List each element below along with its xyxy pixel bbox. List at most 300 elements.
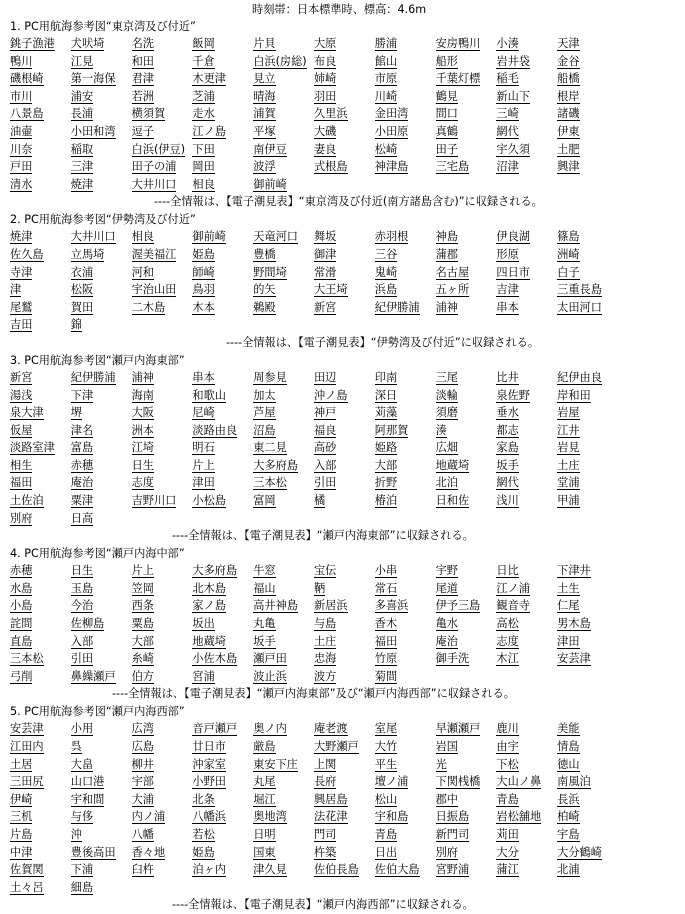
port-link[interactable] [496, 369, 557, 387]
port-link[interactable] [192, 808, 253, 826]
port-link[interactable] [496, 861, 557, 879]
port-link[interactable] [496, 615, 557, 633]
port-link[interactable] [375, 861, 436, 879]
port-link[interactable] [496, 387, 557, 405]
port-link[interactable] [71, 88, 132, 106]
port-link[interactable] [375, 281, 436, 299]
port-link[interactable] [10, 439, 71, 457]
port-link[interactable] [253, 141, 314, 159]
port-link[interactable] [132, 228, 193, 246]
port-link[interactable] [496, 756, 557, 774]
port-link[interactable] [557, 141, 618, 159]
port-link[interactable] [10, 738, 71, 756]
port-link[interactable] [253, 387, 314, 405]
port-link[interactable] [557, 720, 618, 738]
port-link[interactable] [375, 141, 436, 159]
port-link[interactable] [71, 791, 132, 809]
port-link[interactable] [132, 808, 193, 826]
port-link[interactable] [71, 123, 132, 141]
port-link[interactable] [10, 264, 71, 282]
port-link[interactable] [314, 861, 375, 879]
port-link[interactable] [253, 791, 314, 809]
port-link[interactable] [71, 35, 132, 53]
port-link[interactable] [253, 861, 314, 879]
port-link[interactable] [496, 738, 557, 756]
port-link[interactable] [253, 35, 314, 53]
port-link[interactable] [192, 826, 253, 844]
port-link[interactable] [71, 176, 132, 194]
port-link[interactable] [496, 633, 557, 651]
port-link[interactable] [436, 281, 497, 299]
port-link[interactable] [253, 281, 314, 299]
port-link[interactable] [10, 791, 71, 809]
port-link[interactable] [253, 158, 314, 176]
port-link[interactable] [314, 597, 375, 615]
port-link[interactable] [192, 53, 253, 71]
port-link[interactable] [314, 369, 375, 387]
port-link[interactable] [375, 422, 436, 440]
port-link[interactable] [314, 422, 375, 440]
port-link[interactable] [375, 369, 436, 387]
port-link[interactable] [314, 387, 375, 405]
port-link[interactable] [192, 633, 253, 651]
port-link[interactable] [10, 879, 71, 897]
port-link[interactable] [314, 228, 375, 246]
port-link[interactable] [436, 141, 497, 159]
port-link[interactable] [375, 844, 436, 862]
port-link[interactable] [375, 668, 436, 686]
port-link[interactable] [71, 228, 132, 246]
port-link[interactable] [132, 457, 193, 475]
port-link[interactable] [436, 404, 497, 422]
port-link[interactable] [192, 369, 253, 387]
port-link[interactable] [557, 264, 618, 282]
port-link[interactable] [557, 633, 618, 651]
port-link[interactable] [10, 88, 71, 106]
port-link[interactable] [436, 457, 497, 475]
port-link[interactable] [132, 861, 193, 879]
port-link[interactable] [436, 299, 497, 317]
port-link[interactable] [314, 439, 375, 457]
port-link[interactable] [10, 668, 71, 686]
port-link[interactable] [132, 158, 193, 176]
port-link[interactable] [192, 35, 253, 53]
port-link[interactable] [436, 650, 497, 668]
port-link[interactable] [496, 281, 557, 299]
port-link[interactable] [436, 123, 497, 141]
port-link[interactable] [375, 439, 436, 457]
port-link[interactable] [132, 615, 193, 633]
port-link[interactable] [132, 439, 193, 457]
port-link[interactable] [132, 650, 193, 668]
port-link[interactable] [314, 844, 375, 862]
port-link[interactable] [253, 615, 314, 633]
port-link[interactable] [192, 281, 253, 299]
port-link[interactable] [557, 281, 618, 299]
port-link[interactable] [375, 791, 436, 809]
port-link[interactable] [253, 580, 314, 598]
port-link[interactable] [496, 844, 557, 862]
port-link[interactable] [314, 773, 375, 791]
port-link[interactable] [436, 562, 497, 580]
port-link[interactable] [557, 70, 618, 88]
port-link[interactable] [557, 404, 618, 422]
port-link[interactable] [10, 720, 71, 738]
port-link[interactable] [557, 35, 618, 53]
port-link[interactable] [71, 422, 132, 440]
port-link[interactable] [496, 53, 557, 71]
port-link[interactable] [375, 88, 436, 106]
port-link[interactable] [314, 88, 375, 106]
port-link[interactable] [71, 316, 132, 334]
port-link[interactable] [314, 791, 375, 809]
port-link[interactable] [192, 650, 253, 668]
port-link[interactable] [253, 70, 314, 88]
port-link[interactable] [132, 88, 193, 106]
port-link[interactable] [496, 720, 557, 738]
port-link[interactable] [375, 158, 436, 176]
port-link[interactable] [557, 299, 618, 317]
port-link[interactable] [375, 105, 436, 123]
port-link[interactable] [375, 387, 436, 405]
port-link[interactable] [557, 826, 618, 844]
port-link[interactable] [132, 70, 193, 88]
port-link[interactable] [10, 422, 71, 440]
port-link[interactable] [71, 158, 132, 176]
port-link[interactable] [71, 562, 132, 580]
port-link[interactable] [436, 88, 497, 106]
port-link[interactable] [71, 808, 132, 826]
port-link[interactable] [71, 457, 132, 475]
port-link[interactable] [496, 141, 557, 159]
port-link[interactable] [10, 316, 71, 334]
port-link[interactable] [192, 668, 253, 686]
port-link[interactable] [192, 844, 253, 862]
port-link[interactable] [192, 141, 253, 159]
port-link[interactable] [496, 105, 557, 123]
port-link[interactable] [132, 387, 193, 405]
port-link[interactable] [496, 808, 557, 826]
port-link[interactable] [71, 773, 132, 791]
port-link[interactable] [496, 246, 557, 264]
port-link[interactable] [71, 597, 132, 615]
port-link[interactable] [375, 615, 436, 633]
port-link[interactable] [436, 35, 497, 53]
port-link[interactable] [314, 246, 375, 264]
port-link[interactable] [314, 492, 375, 510]
port-link[interactable] [253, 105, 314, 123]
port-link[interactable] [132, 668, 193, 686]
port-link[interactable] [192, 387, 253, 405]
port-link[interactable] [496, 70, 557, 88]
port-link[interactable] [557, 228, 618, 246]
port-link[interactable] [375, 299, 436, 317]
port-link[interactable] [192, 597, 253, 615]
port-link[interactable] [253, 668, 314, 686]
port-link[interactable] [436, 844, 497, 862]
port-link[interactable] [436, 70, 497, 88]
port-link[interactable] [192, 228, 253, 246]
port-link[interactable] [132, 264, 193, 282]
port-link[interactable] [436, 53, 497, 71]
port-link[interactable] [496, 299, 557, 317]
port-link[interactable] [132, 123, 193, 141]
port-link[interactable] [314, 53, 375, 71]
port-link[interactable] [436, 387, 497, 405]
port-link[interactable] [557, 158, 618, 176]
port-link[interactable] [375, 404, 436, 422]
port-link[interactable] [375, 457, 436, 475]
port-link[interactable] [192, 70, 253, 88]
port-link[interactable] [375, 70, 436, 88]
port-link[interactable] [375, 123, 436, 141]
port-link[interactable] [192, 457, 253, 475]
port-link[interactable] [192, 720, 253, 738]
port-link[interactable] [10, 141, 71, 159]
port-link[interactable] [192, 299, 253, 317]
port-link[interactable] [10, 773, 71, 791]
port-link[interactable] [132, 105, 193, 123]
port-link[interactable] [436, 369, 497, 387]
port-link[interactable] [253, 826, 314, 844]
port-link[interactable] [253, 773, 314, 791]
port-link[interactable] [375, 264, 436, 282]
port-link[interactable] [557, 650, 618, 668]
port-link[interactable] [496, 791, 557, 809]
port-link[interactable] [10, 158, 71, 176]
port-link[interactable] [132, 580, 193, 598]
port-link[interactable] [314, 633, 375, 651]
port-link[interactable] [253, 474, 314, 492]
port-link[interactable] [375, 474, 436, 492]
port-link[interactable] [10, 580, 71, 598]
port-link[interactable] [375, 492, 436, 510]
port-link[interactable] [436, 474, 497, 492]
port-link[interactable] [132, 422, 193, 440]
port-link[interactable] [71, 879, 132, 897]
port-link[interactable] [375, 580, 436, 598]
port-link[interactable] [192, 861, 253, 879]
port-link[interactable] [132, 492, 193, 510]
port-link[interactable] [496, 474, 557, 492]
port-link[interactable] [192, 123, 253, 141]
port-link[interactable] [192, 562, 253, 580]
port-link[interactable] [192, 422, 253, 440]
port-link[interactable] [375, 773, 436, 791]
port-link[interactable] [253, 844, 314, 862]
port-link[interactable] [192, 773, 253, 791]
port-link[interactable] [253, 88, 314, 106]
port-link[interactable] [557, 808, 618, 826]
port-link[interactable] [192, 738, 253, 756]
port-link[interactable] [71, 70, 132, 88]
port-link[interactable] [496, 35, 557, 53]
port-link[interactable] [10, 492, 71, 510]
port-link[interactable] [375, 756, 436, 774]
port-link[interactable] [71, 650, 132, 668]
port-link[interactable] [314, 668, 375, 686]
port-link[interactable] [557, 562, 618, 580]
port-link[interactable] [375, 246, 436, 264]
port-link[interactable] [375, 738, 436, 756]
port-link[interactable] [10, 228, 71, 246]
port-link[interactable] [132, 176, 193, 194]
port-link[interactable] [314, 35, 375, 53]
port-link[interactable] [253, 176, 314, 194]
port-link[interactable] [436, 422, 497, 440]
port-link[interactable] [132, 404, 193, 422]
port-link[interactable] [10, 650, 71, 668]
port-link[interactable] [253, 123, 314, 141]
port-link[interactable] [314, 141, 375, 159]
port-link[interactable] [436, 105, 497, 123]
port-link[interactable] [192, 404, 253, 422]
port-link[interactable] [557, 369, 618, 387]
port-link[interactable] [436, 615, 497, 633]
port-link[interactable] [253, 53, 314, 71]
port-link[interactable] [71, 844, 132, 862]
port-link[interactable] [132, 53, 193, 71]
port-link[interactable] [436, 738, 497, 756]
port-link[interactable] [496, 123, 557, 141]
port-link[interactable] [253, 597, 314, 615]
port-link[interactable] [314, 457, 375, 475]
port-link[interactable] [375, 228, 436, 246]
port-link[interactable] [436, 861, 497, 879]
port-link[interactable] [436, 228, 497, 246]
port-link[interactable] [192, 615, 253, 633]
port-link[interactable] [253, 422, 314, 440]
port-link[interactable] [253, 369, 314, 387]
port-link[interactable] [10, 808, 71, 826]
port-link[interactable] [10, 70, 71, 88]
port-link[interactable] [253, 650, 314, 668]
port-link[interactable] [253, 457, 314, 475]
port-link[interactable] [192, 580, 253, 598]
port-link[interactable] [10, 457, 71, 475]
port-link[interactable] [10, 510, 71, 528]
port-link[interactable] [192, 439, 253, 457]
port-link[interactable] [314, 281, 375, 299]
port-link[interactable] [71, 826, 132, 844]
port-link[interactable] [132, 844, 193, 862]
port-link[interactable] [314, 404, 375, 422]
port-link[interactable] [71, 53, 132, 71]
port-link[interactable] [375, 720, 436, 738]
port-link[interactable] [436, 773, 497, 791]
port-link[interactable] [132, 246, 193, 264]
port-link[interactable] [496, 88, 557, 106]
port-link[interactable] [10, 756, 71, 774]
port-link[interactable] [71, 756, 132, 774]
port-link[interactable] [375, 562, 436, 580]
port-link[interactable] [71, 580, 132, 598]
port-link[interactable] [375, 650, 436, 668]
port-link[interactable] [557, 597, 618, 615]
port-link[interactable] [436, 808, 497, 826]
port-link[interactable] [436, 439, 497, 457]
port-link[interactable] [192, 791, 253, 809]
port-link[interactable] [375, 597, 436, 615]
port-link[interactable] [10, 123, 71, 141]
port-link[interactable] [253, 228, 314, 246]
port-link[interactable] [71, 615, 132, 633]
port-link[interactable] [253, 492, 314, 510]
port-link[interactable] [71, 492, 132, 510]
port-link[interactable] [314, 580, 375, 598]
port-link[interactable] [10, 369, 71, 387]
port-link[interactable] [496, 457, 557, 475]
port-link[interactable] [10, 53, 71, 71]
port-link[interactable] [192, 176, 253, 194]
port-link[interactable] [375, 633, 436, 651]
port-link[interactable] [314, 70, 375, 88]
port-link[interactable] [314, 650, 375, 668]
port-link[interactable] [375, 808, 436, 826]
port-link[interactable] [436, 756, 497, 774]
port-link[interactable] [557, 387, 618, 405]
port-link[interactable] [71, 105, 132, 123]
port-link[interactable] [557, 738, 618, 756]
port-link[interactable] [253, 738, 314, 756]
port-link[interactable] [496, 439, 557, 457]
port-link[interactable] [436, 580, 497, 598]
port-link[interactable] [496, 228, 557, 246]
port-link[interactable] [314, 808, 375, 826]
port-link[interactable] [557, 756, 618, 774]
port-link[interactable] [253, 808, 314, 826]
port-link[interactable] [557, 246, 618, 264]
port-link[interactable] [557, 422, 618, 440]
port-link[interactable] [314, 738, 375, 756]
port-link[interactable] [132, 474, 193, 492]
port-link[interactable] [557, 844, 618, 862]
port-link[interactable] [436, 158, 497, 176]
port-link[interactable] [557, 492, 618, 510]
port-link[interactable] [253, 439, 314, 457]
port-link[interactable] [71, 474, 132, 492]
port-link[interactable] [71, 387, 132, 405]
port-link[interactable] [10, 246, 71, 264]
port-link[interactable] [253, 299, 314, 317]
port-link[interactable] [71, 633, 132, 651]
port-link[interactable] [10, 387, 71, 405]
port-link[interactable] [10, 35, 71, 53]
port-link[interactable] [10, 562, 71, 580]
port-link[interactable] [132, 35, 193, 53]
port-link[interactable] [10, 281, 71, 299]
port-link[interactable] [71, 668, 132, 686]
port-link[interactable] [132, 597, 193, 615]
port-link[interactable] [71, 861, 132, 879]
port-link[interactable] [496, 826, 557, 844]
port-link[interactable] [375, 53, 436, 71]
port-link[interactable] [10, 861, 71, 879]
port-link[interactable] [314, 264, 375, 282]
port-link[interactable] [192, 105, 253, 123]
port-link[interactable] [132, 369, 193, 387]
port-link[interactable] [71, 141, 132, 159]
port-link[interactable] [132, 791, 193, 809]
port-link[interactable] [436, 246, 497, 264]
port-link[interactable] [132, 562, 193, 580]
port-link[interactable] [557, 123, 618, 141]
port-link[interactable] [557, 53, 618, 71]
port-link[interactable] [192, 492, 253, 510]
port-link[interactable] [496, 650, 557, 668]
port-link[interactable] [557, 105, 618, 123]
port-link[interactable] [192, 246, 253, 264]
